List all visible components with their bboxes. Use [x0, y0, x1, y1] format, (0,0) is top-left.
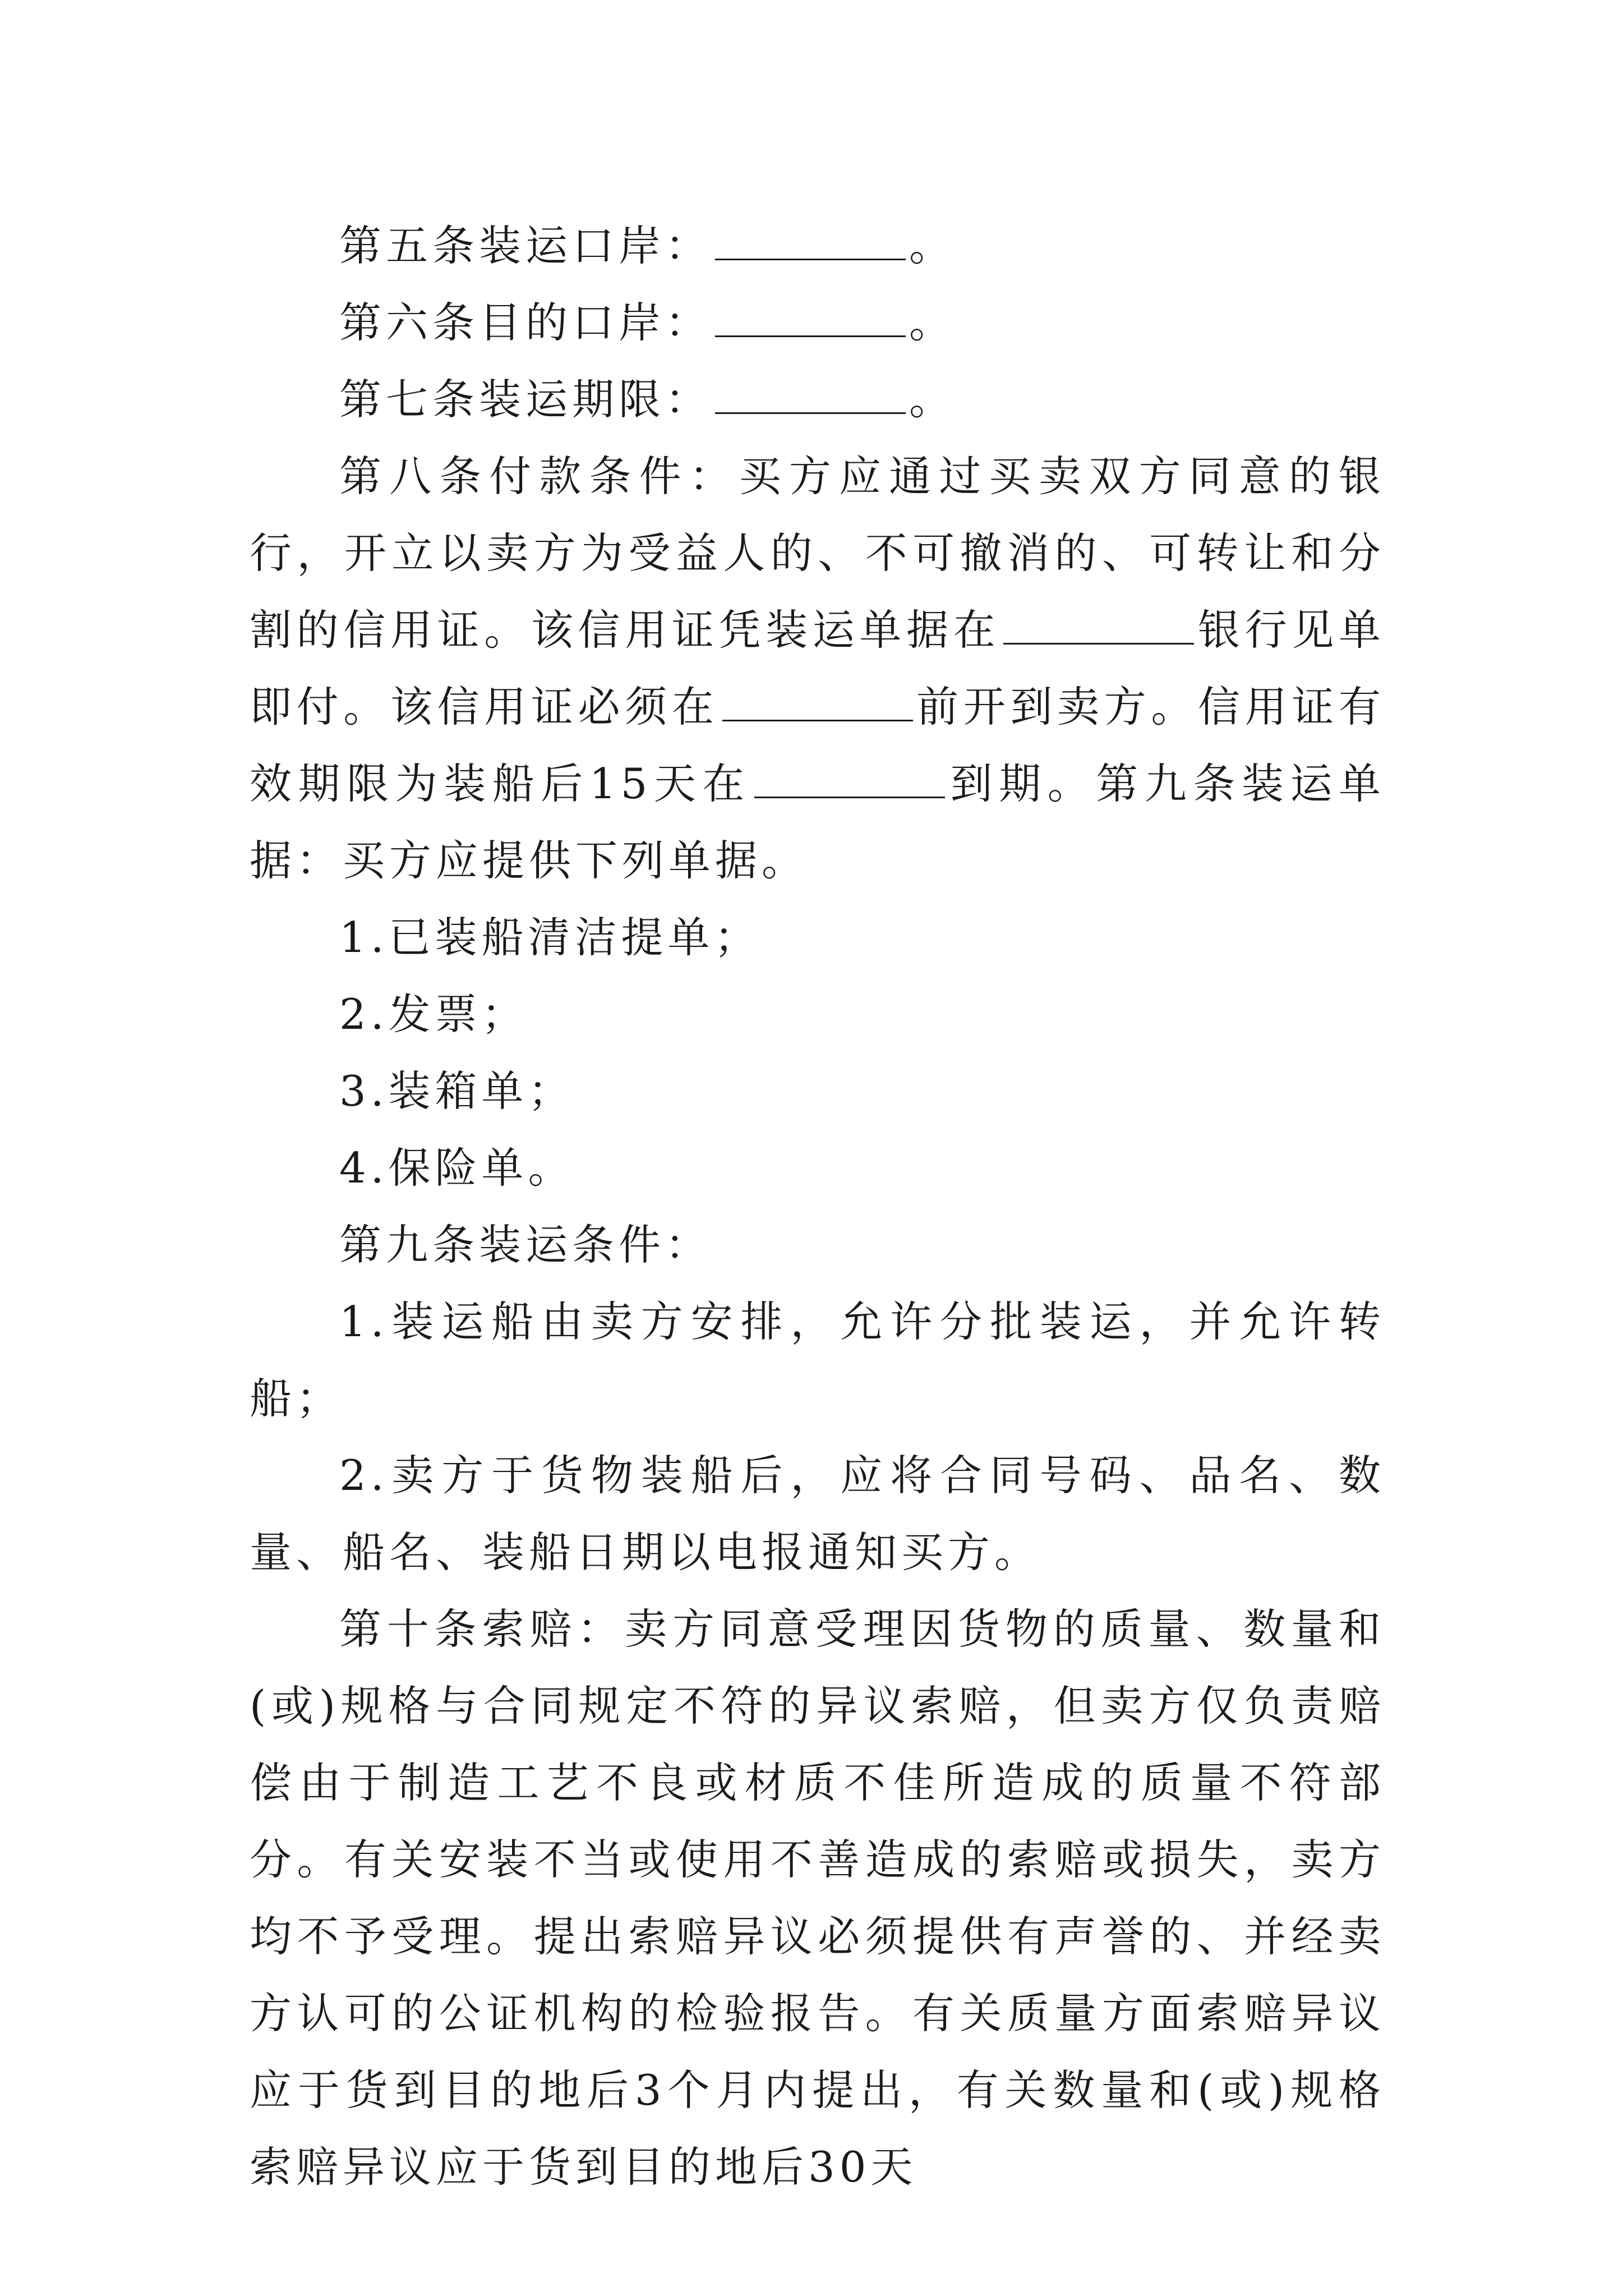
list-item-packing-list: 3.装箱单；	[339, 1066, 575, 1116]
list-item-insurance-policy: 4.保险单。	[339, 1143, 575, 1193]
document-body	[250, 208, 1385, 2206]
clause-5-loading-port: 第五条装运口岸： 。	[339, 221, 956, 270]
list-item-invoice: 2.发票；	[339, 990, 528, 1039]
fill-in-blank	[715, 302, 906, 337]
clause-7-shipment-period: 第七条装运期限： 。	[339, 375, 956, 424]
clause-6-destination-port: 第六条目的口岸： 。	[339, 298, 956, 347]
list-item-vessel-arrangement: 1.装运船由卖方安排，允许分批装运，并允许转船；	[250, 1297, 1385, 1423]
clause-10-claims: 第十条索赔：卖方同意受理因货物的质量、数量和(或)规格与合同规定不符的异议索赔，但卖方仅负责赔偿由于制造工艺不良或材质不佳所造成的质量不符部分。有关安装不当或使用不善造成的索赔或损失，卖方均不予受理。提出索赔异议必须提供有声誉的、并经卖方认可的公证机构的检验报告。有关质量方面索赔异议应于货到目的地后3个月内提出，有关数量和(或)规格索赔异议应于货到目的地后30天	[250, 1604, 1385, 2192]
fill-in-blank	[1003, 609, 1194, 645]
list-item-shipment-notice: 2.卖方于货物装船后，应将合同号码、品名、数量、船名、装船日期以电报通知买方。	[250, 1451, 1385, 1577]
fill-in-blank	[722, 686, 913, 721]
clause-9-shipment-conditions: 第九条装运条件：	[339, 1220, 712, 1269]
fill-in-blank	[715, 225, 906, 260]
list-item-bill-of-lading: 1.已装船清洁提单；	[339, 913, 761, 962]
clause-8-payment-terms: 第八条付款条件：买方应通过买卖双方同意的银行，开立以卖方为受益人的、不可撤消的、可转让和分割的信用证。该信用证凭装运单据在 银行见单即付。该信用证必须在 前开到卖方。信用证有效期限为装船后15天在 到期。第九条装运单据：买方应提供下列单据。	[250, 452, 1385, 885]
fill-in-blank	[754, 763, 945, 798]
fill-in-blank	[715, 379, 906, 414]
